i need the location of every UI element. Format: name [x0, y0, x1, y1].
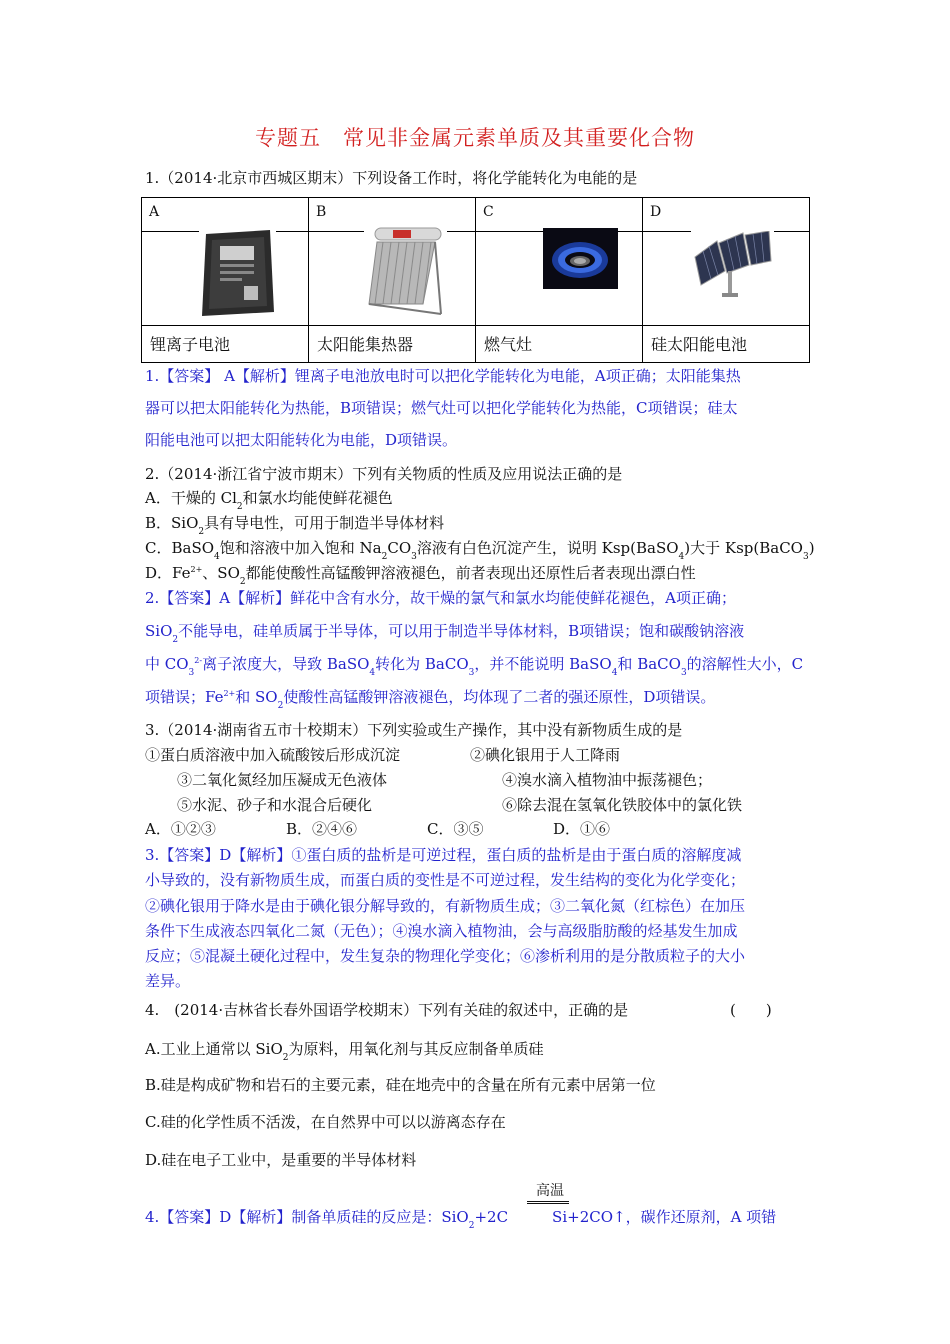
q3-item: ⑥除去混在氢氧化铁胶体中的氯化铁: [502, 796, 743, 814]
answer-text: SiO: [145, 622, 173, 640]
cell-rule: [774, 231, 809, 232]
q2-option-d: [145, 563, 696, 587]
gas-stove-image: [543, 228, 618, 289]
q3-answer-line: 条件下生成液态四氧化二氮（无色）；④溴水滴入植物油，会与高级脂肪酸的烃基发生加成: [145, 922, 738, 940]
q2-option-a: [145, 488, 393, 512]
q2-answer-line: [145, 621, 745, 645]
subscript: 3: [468, 668, 475, 678]
q1-options-table: [141, 197, 810, 363]
option-letter: C: [483, 204, 494, 220]
cell-rule: [643, 231, 691, 232]
subscript: 2: [468, 1221, 475, 1231]
subscript: 4: [611, 668, 618, 678]
answer-text: +2C: [474, 1208, 509, 1226]
reaction-condition: 高温: [536, 1183, 564, 1199]
equals-sign: [527, 1201, 569, 1204]
page-title: 专题五 常见非金属元素单质及其重要化合物: [255, 126, 695, 150]
q4-option-a: [145, 1039, 544, 1063]
silicon-solar-panel-image: [691, 231, 774, 298]
superscript: 2+: [190, 565, 203, 574]
subscript: 2: [282, 1053, 289, 1063]
q4-option-d: D.硅在电子工业中，是重要的半导体材料: [145, 1151, 417, 1169]
option-text: C．BaSO: [145, 539, 215, 557]
cell-rule: [142, 231, 199, 232]
subscript: 2: [236, 502, 243, 512]
q2-stem: 2.（2014·浙江省宁波市期末）下列有关物质的性质及应用说法正确的是: [145, 465, 623, 483]
option-caption: 锂离子电池: [150, 335, 231, 354]
answer-text: Si+2CO↑，碳作还原剂，A 项错: [552, 1208, 777, 1226]
q3-option-d: D．①⑥: [553, 820, 611, 838]
subscript: 3: [188, 668, 195, 678]
q3-option-c: C．③⑤: [427, 820, 484, 838]
q3-option-b: B．②④⑥: [286, 820, 358, 838]
answer-text: 中 CO: [145, 655, 189, 673]
option-cell-b: [309, 198, 476, 362]
option-text: A.工业上通常以 SiO: [145, 1040, 283, 1058]
q3-answer-line: 差异。: [145, 972, 191, 990]
q4-answer-line: [145, 1207, 777, 1231]
option-cell-d: [643, 198, 809, 362]
q3-stem: 3.（2014·湖南省五市十校期末）下列实验或生产操作，其中没有新物质生成的是: [145, 721, 683, 739]
subscript: 4: [369, 668, 376, 678]
q2-option-c: [145, 538, 815, 562]
superscript: 2+: [223, 689, 236, 698]
q4-stem: 4. (2014·吉林省长春外国语学校期末）下列有关硅的叙述中，正确的是: [145, 1001, 629, 1019]
answer-text: 的溶解性大小，C: [686, 655, 804, 673]
answer-text: 4.【答案】D【解析】制备单质硅的反应是：SiO: [145, 1208, 469, 1226]
subscript: 2: [172, 635, 179, 645]
option-cell-c: [476, 198, 643, 362]
option-cell-a: [142, 198, 309, 362]
q3-item: ⑤水泥、砂子和水混合后硬化: [177, 796, 373, 814]
q1-answer-line: 阳能电池可以把太阳能转化为电能，D项错误。: [145, 431, 458, 449]
option-text: 为原料，用氧化剂与其反应制备单质硅: [288, 1040, 544, 1058]
option-text: 、SO: [202, 564, 240, 582]
subscript: 3: [680, 668, 687, 678]
answer-text: 离子浓度大，导致 BaSO: [202, 655, 370, 673]
answer-text: 和 SO: [235, 688, 278, 706]
cell-rule: [447, 231, 476, 232]
q1-answer-line: 器可以把太阳能转化为热能，B项错误；燃气灶可以把化学能转化为热能，C项错误；硅太: [145, 399, 738, 417]
option-text: D．Fe: [145, 564, 191, 582]
option-text: 饱和溶液中加入饱和 Na: [219, 539, 382, 557]
q3-item: ①蛋白质溶液中加入硫酸铵后形成沉淀: [145, 746, 401, 764]
option-text: B．SiO: [145, 514, 199, 532]
option-text: 都能使酸性高锰酸钾溶液褪色，前者表现出还原性后者表现出漂白性: [245, 564, 696, 582]
option-text: )大于 Ksp(BaCO: [684, 539, 803, 557]
answer-text: 转化为 BaCO: [375, 655, 469, 673]
q2-answer-line: 2.【答案】A【解析】鲜花中含有水分，故干燥的氯气和氯水均能使鲜花褪色，A项正确；: [145, 589, 736, 607]
subscript: 2: [198, 527, 205, 537]
q1-answer-line: 1.【答案】 A【解析】锂离子电池放电时可以把化学能转化为电能，A项正确；太阳能集热: [145, 367, 741, 385]
option-caption: 燃气灶: [484, 335, 533, 354]
q1-stem: 1.（2014·北京市西城区期末）下列设备工作时，将化学能转化为电能的是: [145, 169, 638, 187]
answer-text: 项错误；Fe: [145, 688, 224, 706]
option-text: ): [808, 539, 815, 557]
option-text: CO: [387, 539, 412, 557]
option-text: 溶液有白色沉淀产生，说明 Ksp(BaSO: [416, 539, 679, 557]
cell-rule: [618, 231, 643, 232]
option-caption: 太阳能集热器: [317, 335, 414, 354]
subscript: 3: [802, 552, 809, 562]
subscript: 2: [277, 701, 284, 711]
cell-rule: [276, 231, 309, 232]
q3-item: ③二氧化氮经加压凝成无色液体: [177, 771, 388, 789]
option-caption: 硅太阳能电池: [651, 335, 748, 354]
q3-answer-line: 3.【答案】D【解析】①蛋白质的盐析是可逆过程，蛋白质的盐析是由于蛋白质的溶解度减: [145, 846, 742, 864]
cell-rule: [476, 231, 543, 232]
option-text: 和氯水均能使鲜花褪色: [242, 489, 393, 507]
q3-answer-line: 小导致的，没有新物质生成，而蛋白质的变性是不可逆过程，发生结构的变化为化学变化；: [145, 871, 746, 889]
q2-option-b: [145, 513, 445, 537]
lithium-battery-image: [198, 228, 276, 320]
subscript: 2: [381, 552, 388, 562]
q4-answer-blank: ( ): [730, 1001, 772, 1019]
subscript: 4: [678, 552, 685, 562]
q3-item: ④溴水滴入植物油中振荡褪色；: [502, 771, 713, 789]
superscript: 2-: [194, 656, 203, 665]
q2-answer-line: [145, 687, 716, 711]
subscript: 2: [239, 577, 246, 587]
option-text: A．干燥的 Cl: [145, 489, 237, 507]
q3-option-a: A．①②③: [145, 820, 216, 838]
q4-option-b: B.硅是构成矿物和岩石的主要元素，硅在地壳中的含量在所有元素中居第一位: [145, 1076, 656, 1094]
answer-text: 和 BaCO: [617, 655, 681, 673]
option-letter: B: [316, 204, 327, 220]
option-letter: D: [650, 204, 662, 220]
q2-answer-line: [145, 654, 804, 678]
q3-answer-line: ②碘化银用于降水是由于碘化银分解导致的，有新物质生成；③二氧化氮（红棕色）在加压: [145, 897, 746, 915]
q4-option-c: C.硅的化学性质不活泼，在自然界中可以以游离态存在: [145, 1113, 506, 1131]
subscript: 4: [214, 552, 220, 562]
q3-answer-line: 反应；⑤混凝土硬化过程中，发生复杂的物理化学变化；⑥渗析利用的是分散质粒子的大小: [145, 947, 746, 965]
answer-text: ，并不能说明 BaSO: [474, 655, 612, 673]
answer-text: 不能导电，硅单质属于半导体，可以用于制造半导体材料，B项错误；饱和碳酸钠溶液: [178, 622, 745, 640]
q3-item: ②碘化银用于人工降雨: [470, 746, 621, 764]
option-letter: A: [149, 204, 160, 220]
solar-heater-image: [365, 222, 447, 320]
answer-text: 使酸性高锰酸钾溶液褪色，均体现了二者的强还原性，D项错误。: [283, 688, 716, 706]
cell-rule: [309, 231, 364, 232]
option-text: 具有导电性，可用于制造半导体材料: [204, 514, 445, 532]
subscript: 3: [411, 552, 417, 562]
